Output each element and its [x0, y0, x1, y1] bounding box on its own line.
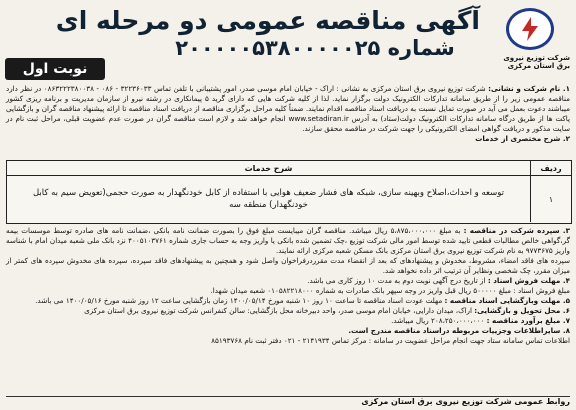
note-1: سپرده های فاقد امضاء، مشروط، مخدوش و پیشنهادهای که بعد از انقضاء مدت مقرردرفراخوان واصل شود و همچنین به پیشنهادهای فاقد سپرده، سپرده های مخدوش سپرده های کمتر از میزان مقرر، چک شخصی ونظایر آن ترتیب اثر داده نخواهد شد. [6, 256, 570, 275]
footer-text: روابط عمومی شرکت توزیع نیروی برق استان مرکزی [361, 397, 570, 406]
row-radif: ۱ [530, 176, 571, 222]
section-1-text: شرکت توزیع نیروی برق استان مرکزی به نشانی : اراک - خیابان امام موسی صدر، امور پشتیبانی با تلفن تماس ۳۲۲۳۶۰۳۳ - ۰۸۶ - ۰۸۶۳۲۲۲۳۸۰۰۳۸ در نظر دارد مناقصه عمومی زیر را از طریق سامانه تدارکات الکترونیک دولت برگزار نماید. لذا از کلیه شرکت هایی که دارای گرید ۵ پیمانکاری در رشته نیرو از سازمان مدیریت و برنامه ریزی کشور میباشند دعوت بعمل می آید در صورت تمایل نسبت به دریافت اسناد مناقصه اقدام نمایند. ضمناً کلیه مراحل برگزاری مناقصه از دریافت اسناد مناقصه تا ارائه پیشنهاد مناقصه گران و بازگشایی پاکت ها از طریق درگاه سامانه تدارکات الکترونیک دولت(ستاد) به آدرس www.setadiran.ir انجام خواهد شد و لازم است مناقصه گران در صورت عدم عضویت قبلی، مراحل ثبت نام در سایت مذکور و دریافت گواهی امضای الکترونیکی را جهت شرکت در مناقصه محقق سازند. [6, 84, 570, 133]
table-row [7, 176, 571, 222]
section-8-label: ۸. سایراطلاعات وجزییات مربوطه دراسناد مناقصه مندرج است. [348, 326, 570, 335]
nobat-badge: نوبت اول [5, 58, 105, 80]
row-sharh: توسعه و احداث،اصلاح وبهینه سازی، شبکه های فشار ضعیف هوایی با استفاده از کابل خودنگهدار به صورت حجمی(تعویض سیم به کابل خودنگهدار) منطقه سه [32, 188, 505, 210]
ad-title: آگهی مناقصه عمومی دو مرحله ای [55, 6, 480, 35]
section-1-label: ۱. نام شرکت و نشانی: [488, 84, 570, 93]
section-4-extra: مبلغ فروش اسناد : مبلغ ۵۰۰۰۰۰ ریال قبل واریز در وجه سپهر بانک صادرات به شماره ۰۱۰۵۸۲۲۱۸۰۰۰ شعبه میدان شهدا. [210, 286, 570, 295]
section-5-label: ۵. مهلت وبازگشایی اسناد مناقصه : [444, 296, 570, 305]
power-logo-icon [506, 8, 554, 50]
col-radif: ردیف [530, 161, 571, 175]
section-6-text: اراک، میدان دارایی، خیابان امام موسی صدر، واحد دبیرخانه محل بازگشایی: سالن کنفرانس شرکت توزیع نیروی برق استان مرکزی [84, 306, 472, 315]
section-4-text: از تاریخ درج آگهی نوبت دوم به مدت ۱۰ روز کاری می باشد. [307, 276, 486, 285]
section-2-label: ۲. شرح مختصری از خدمات [475, 134, 570, 143]
section-3-label: ۳. سپرده شرکت در مناقصه : [463, 226, 571, 235]
table-header [7, 161, 571, 176]
contact-info: اطلاعات تماس سامانه ستاد جهت انجام مراحل عضویت در سامانه : مرکز تماس ۲۱۴۱۹۳۴ - ۰۲۱ دفتر ثبت نام ۸۵۱۹۳۷۶۸ [211, 336, 570, 345]
section-6-label: ۶. محل تحویل و بازگشایی: [474, 306, 570, 315]
section-5-text: مهلت عودت اسناد مناقصه تا ساعت ۱۰ روز ۱۰ شنبه مورخ ۱۴۰۰/۰۵/۱۴ زمان بازگشایی ساعت ۱۲ روز شنبه مورخ ۱۴۰۰/۰۵/۱۶ می باشد. [35, 296, 443, 305]
col-sharh: شرح خدمات [244, 163, 293, 173]
sections-3-to-8 [6, 226, 570, 346]
footer [6, 396, 570, 410]
section-3-text: به مبلغ ۵،۸۷۵،۰۰۰،۰۰۰ ریال میباشد. مناقصه گران میبایست مبلغ فوق را بصورت ضمانت نامه بانکی ،ضمانت نامه های صادره توسط موسسات بیمه گر،گواهی خالص مطالبات قطعی تایید شده توسط امور مالی شرکت توزیع ،چک تضمین شده بانکی یا واریز وجه به حساب جاری شماره ۴۰۰۵۱۰۳۷۶۱ نزد بانک ملی شعبه میدان امام با شناسه واریز ۹۷۷۳۶۷۵ به نام شرکت توزیع نیروی برق استان مرکزی بانک مسکن شعبه مرکزی ارائه نمایند. [6, 226, 570, 255]
ad-number: شماره ۲۰۰۰۰۰۵۳۸۰۰۰۰۰۲۵ [175, 36, 455, 60]
section-4-label: ۴. مهلت فروش اسناد : [487, 276, 570, 285]
company-logo [490, 8, 570, 70]
section-1 [6, 84, 570, 144]
section-7-label: ۷. مبلغ برآورد مناقصه : [486, 316, 570, 325]
section-7-text: ۲۰۸،۲۵۰،۰۰۰،۰۰۰ ریال میباشد. [391, 316, 485, 325]
logo-caption: شرکت توزیع نیروی برق استان مرکزی [503, 54, 570, 70]
services-table [6, 160, 572, 224]
